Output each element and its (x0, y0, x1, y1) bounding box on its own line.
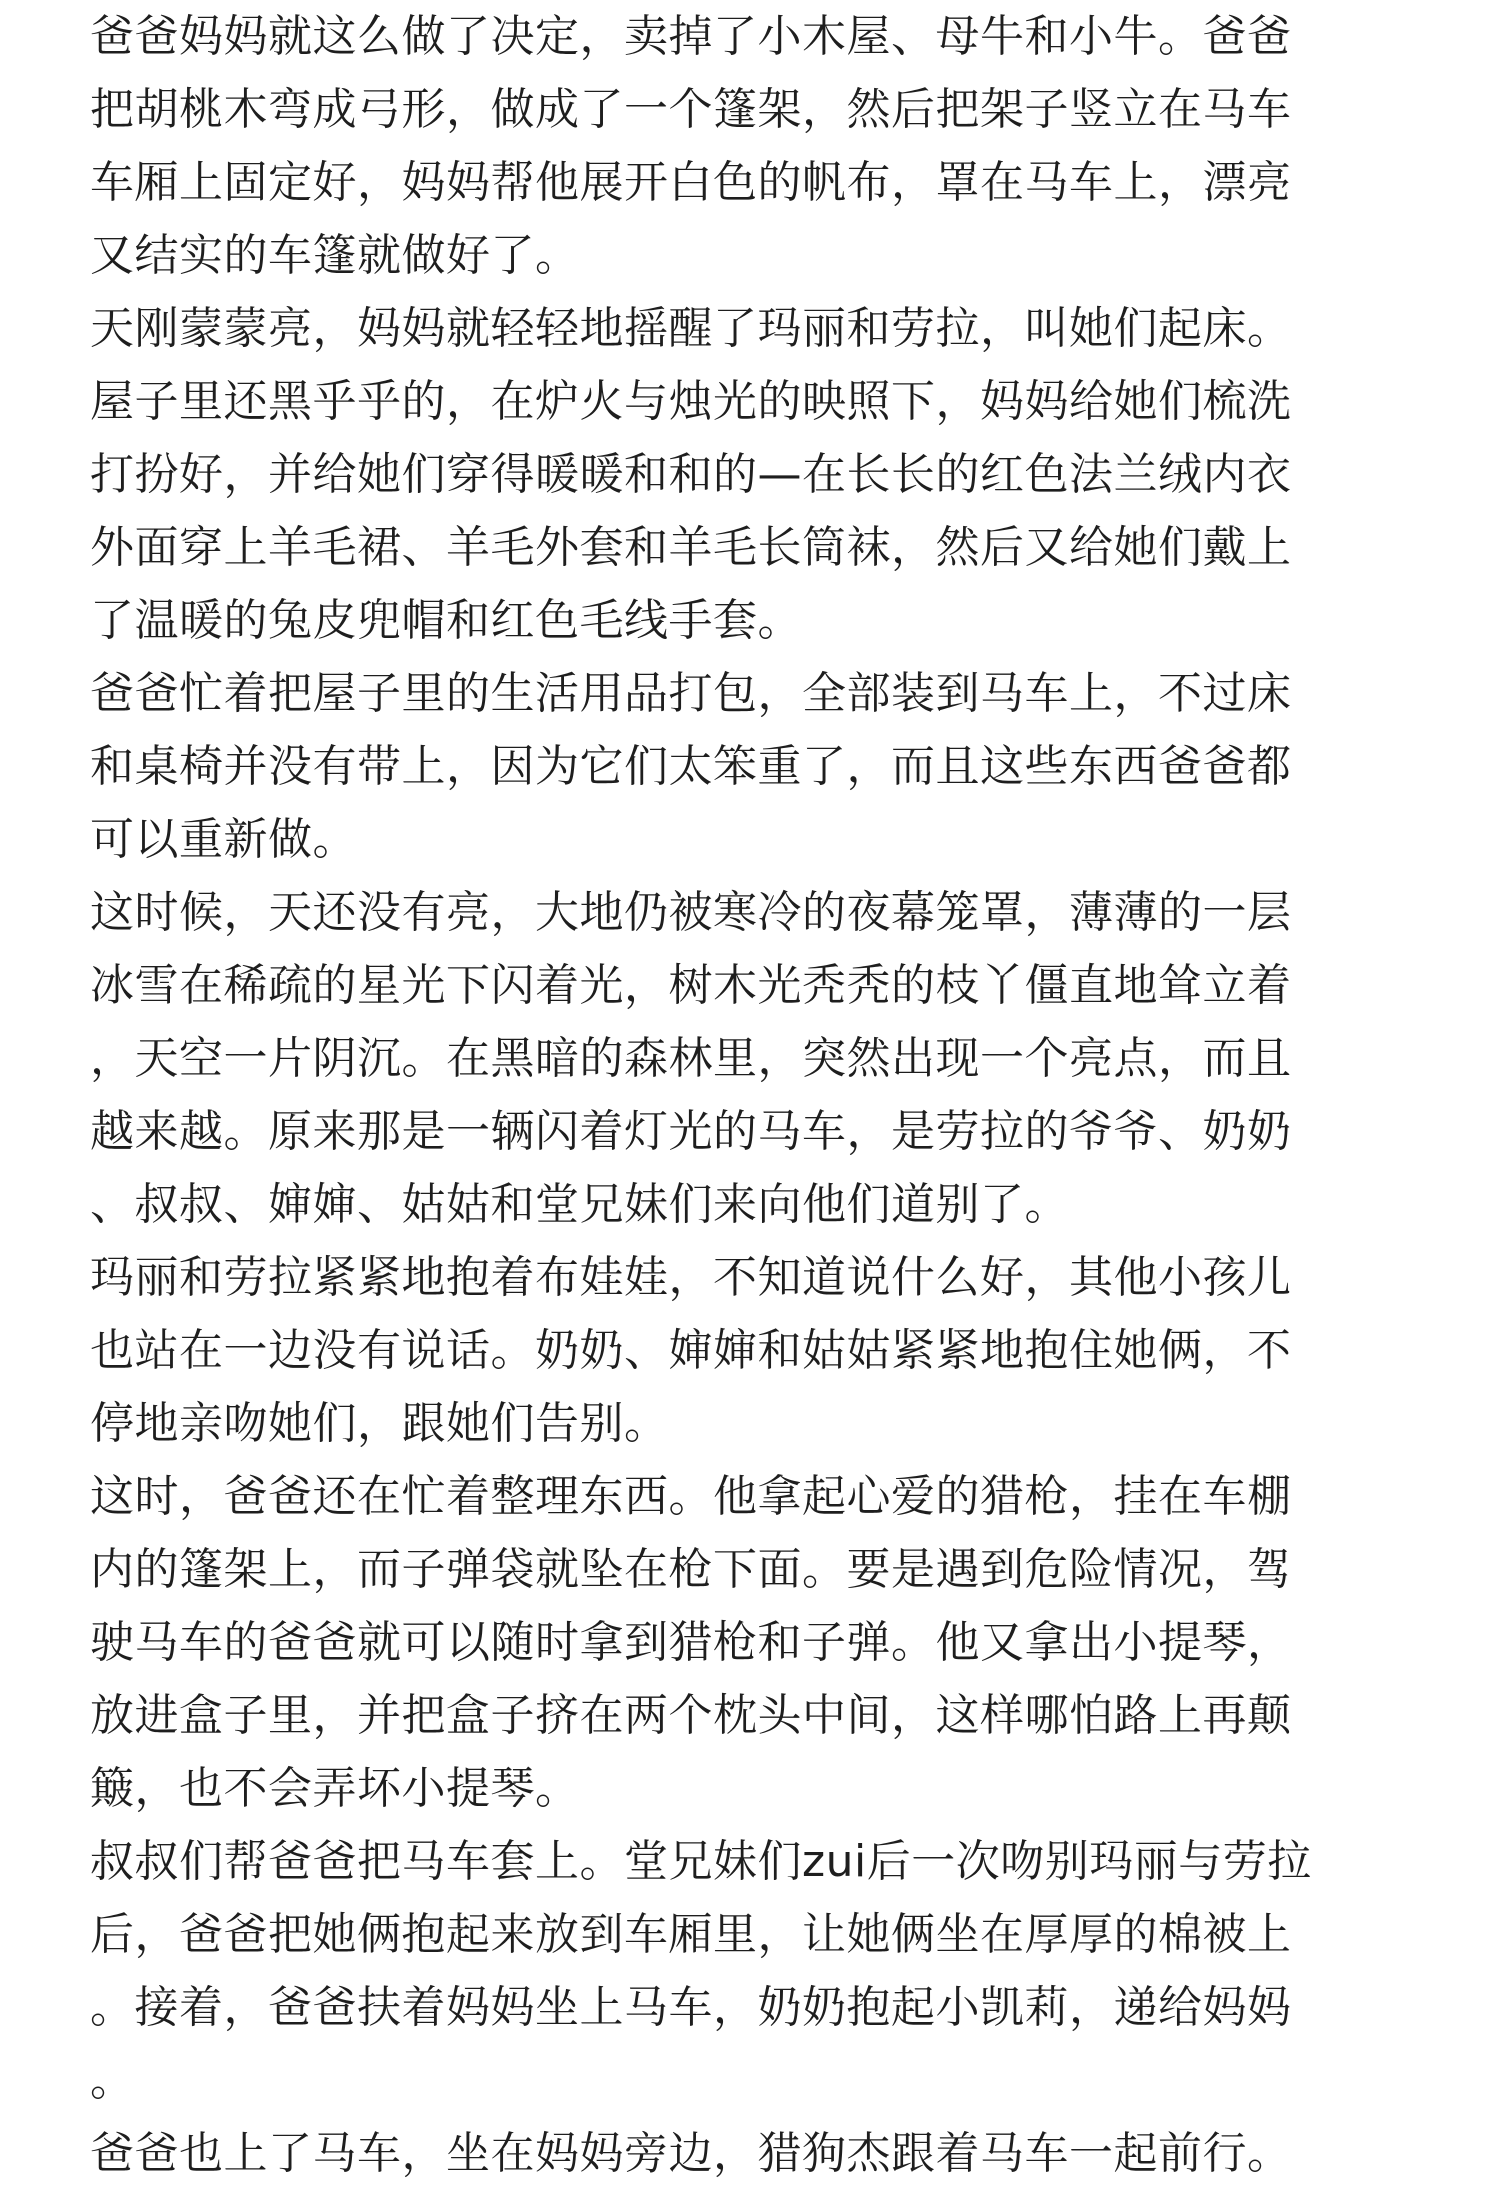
text-line: 叔叔们帮爸爸把马车套上。堂兄妹们zui后一次吻别玛丽与劳拉 (90, 1836, 1312, 1887)
text-line: 车厢上固定好，妈妈帮他展开白色的帆布，罩在马车上，漂亮 (90, 157, 1292, 208)
text-line: 也站在一边没有说话。奶奶、婶婶和姑姑紧紧地抱住她俩，不 (90, 1325, 1292, 1376)
text-line: 这时候，天还没有亮，大地仍被寒冷的夜幕笼罩，薄薄的一层 (90, 887, 1292, 938)
text-line: 把胡桃木弯成弓形，做成了一个篷架，然后把架子竖立在马车 (90, 84, 1292, 135)
text-line: 簸，也不会弄坏小提琴。 (90, 1763, 580, 1814)
text-line: 和桌椅并没有带上，因为它们太笨重了，而且这些东西爸爸都 (90, 741, 1292, 792)
text-line: 。接着，爸爸扶着妈妈坐上马车，奶奶抱起小凯莉，递给妈妈 (90, 1982, 1292, 2033)
text-line: 了温暖的兔皮兜帽和红色毛线手套。 (90, 595, 802, 646)
text-line: 冰雪在稀疏的星光下闪着光，树木光秃秃的枝丫僵直地耸立着 (90, 960, 1292, 1011)
text-line: 外面穿上羊毛裙、羊毛外套和羊毛长筒袜，然后又给她们戴上 (90, 522, 1292, 573)
text-line: 又结实的车篷就做好了。 (90, 230, 580, 281)
text-line: 、叔叔、婶婶、姑姑和堂兄妹们来向他们道别了。 (90, 1179, 1069, 1230)
text-line: ，天空一片阴沉。在黑暗的森林里，突然出现一个亮点，而且 (90, 1033, 1292, 1084)
text-line: 打扮好，并给她们穿得暖暖和和的—在长长的红色法兰绒内衣 (90, 449, 1292, 500)
text-line: 这时，爸爸还在忙着整理东西。他拿起心爱的猎枪，挂在车棚 (90, 1471, 1292, 1522)
text-line: 放进盒子里，并把盒子挤在两个枕头中间，这样哪怕路上再颠 (90, 1690, 1292, 1741)
text-line: 可以重新做。 (90, 814, 357, 865)
text-line: 后，爸爸把她俩抱起来放到车厢里，让她俩坐在厚厚的棉被上 (90, 1909, 1292, 1960)
text-line: 停地亲吻她们，跟她们告别。 (90, 1398, 669, 1449)
text-line: 越来越。原来那是一辆闪着灯光的马车，是劳拉的爷爷、奶奶 (90, 1106, 1292, 1157)
text-line: 爸爸妈妈就这么做了决定，卖掉了小木屋、母牛和小牛。爸爸 (90, 11, 1292, 62)
text-line: 屋子里还黑乎乎的，在炉火与烛光的映照下，妈妈给她们梳洗 (90, 376, 1292, 427)
text-line: 天刚蒙蒙亮，妈妈就轻轻地摇醒了玛丽和劳拉，叫她们起床。 (90, 303, 1292, 354)
text-line: 内的篷架上，而子弹袋就坠在枪下面。要是遇到危险情况，驾 (90, 1544, 1292, 1595)
text-line: 玛丽和劳拉紧紧地抱着布娃娃，不知道说什么好，其他小孩儿 (90, 1252, 1292, 1303)
text-line: 爸爸忙着把屋子里的生活用品打包，全部装到马车上，不过床 (90, 668, 1292, 719)
text-line: 。 (90, 2055, 135, 2106)
text-line: 爸爸也上了马车，坐在妈妈旁边，猎狗杰跟着马车一起前行。 (90, 2128, 1292, 2179)
text-line: 驶马车的爸爸就可以随时拿到猎枪和子弹。他又拿出小提琴， (90, 1617, 1292, 1668)
